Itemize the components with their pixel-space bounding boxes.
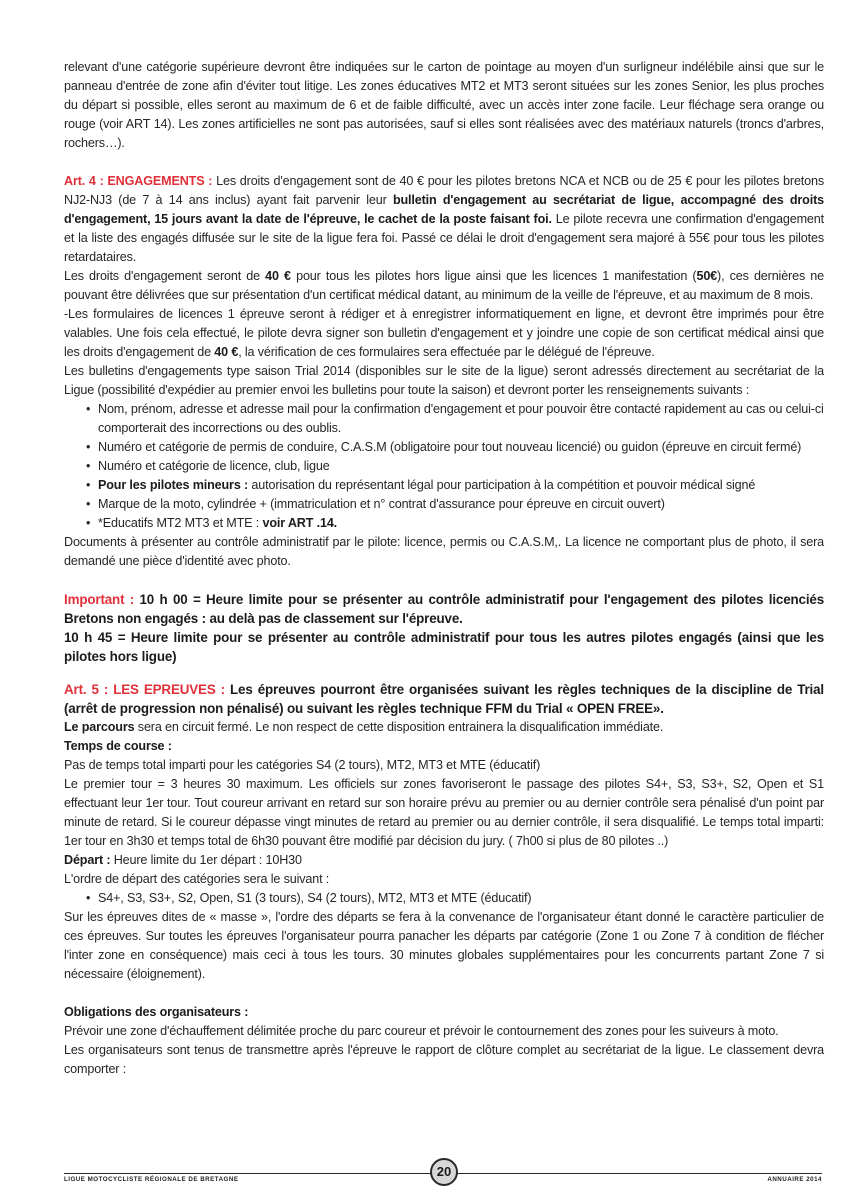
document-page xyxy=(64,58,824,1079)
art5-heading: Art. 5 : LES EPREUVES : xyxy=(64,682,225,697)
footer-league-name: LIGUE MOTOCYCLISTE RÉGIONALE DE BRETAGNE xyxy=(64,1176,239,1183)
art4-paragraph-4: Les bulletins d'engagements type saison Trial 2014 (disponibles sur le site de la ligue) seront adressés directement au secrétariat de la Ligue (possibilité d'expédier au premier envoi les bulletins pour toute la saison) et devront porter les renseignements suivants : xyxy=(64,364,824,397)
masse-paragraph: Sur les épreuves dites de « masse », l'ordre des départs se fera à la convenance de l'organisateur étant donné le caractère particulier de ces épreuves. Sur toutes les épreuves l'organisateur pourra panacher les départs par catégorie (Zone 1 ou Zone 7 à condition de flécher l'inter zone en conséquence) mais ceci à tous les tours. 30 minutes globales supplémentaires pour les concurrents partant Zone 7 si nécessaire (éloignement). xyxy=(64,910,824,981)
paragraph-zones: relevant d'une catégorie supérieure devront être indiquées sur le carton de pointage au moyen d'un surligneur indélébile ainsi que sur le panneau d'entrée de zone afin d'éviter tout litige. Les zones éducatives MT2 et MT3 seront situées sur les zones Senior, les plus proches du départ si possible, elles seront au maximum de 6 et de faible difficulté, avec un accès inter zone facile. Leur fléchage sera orange ou rouge (voir ART 14). Les zones artificielles ne sont pas autorisées, sauf si elles sont réalisées avec des matériaux naturels (troncs d'arbres, rochers…). xyxy=(64,60,824,150)
obligations-heading: Obligations des organisateurs : xyxy=(64,1005,249,1019)
important-notice: Important : 10 h 00 = Heure limite pour se présenter au contrôle administratif pour l'engagement des pilotes licenciés Bretons non engagés : au delà pas de classement sur l'épreuve. xyxy=(64,592,824,626)
art4-paragraph-2: Les droits d'engagement seront de 40 € pour tous les pilotes hors ligue ainsi que les licences 1 manifestation (50€), ces dernières ne pouvant être délivrées que sur présentation d'un certificat médical datant, au minimum de la veille de l'épreuve, et au maximum de 8 mois. xyxy=(64,269,825,302)
ordre-bullet-list xyxy=(64,889,824,908)
list-item: • Pour les pilotes mineurs : autorisation du représentant légal pour participation à la compétition et pouvoir médical signé xyxy=(86,476,824,495)
important-label: Important : xyxy=(64,592,135,607)
temps-de-course-heading: Temps de course : xyxy=(64,739,172,753)
art5-intro: Art. 5 : LES EPREUVES : Les épreuves pourront être organisées suivant les règles techniques de la discipline de Trial (arrêt de progression non pénalisé) ou suivant les règles technique FFM du Trial « OPEN FREE». xyxy=(64,682,824,716)
art5-parcours: Le parcours sera en circuit fermé. Le non respect de cette disposition entrainera la disqualification immédiate. xyxy=(64,720,664,734)
art4-paragraph-5: Documents à présenter au contrôle administratif par le pilote: licence, permis ou C.A.S.M,. La licence ne comportant plus de photo, il sera demandé une pièce d'identité avec photo. xyxy=(64,535,824,568)
important-notice-2: 10 h 45 = Heure limite pour se présenter au contrôle administratif pour tous les autres pilotes engagés (ainsi que les pilotes hors ligue) xyxy=(64,630,824,664)
art4-bullet-list xyxy=(64,400,824,533)
temps-paragraph-1: Pas de temps total imparti pour les catégories S4 (2 tours), MT2, MT3 et MTE (éducatif) xyxy=(64,758,541,772)
art4-heading: Art. 4 : ENGAGEMENTS : xyxy=(64,174,213,188)
temps-paragraph-2: Le premier tour = 3 heures 30 maximum. Les officiels sur zones favoriseront le passage des pilotes S4+, S3, S3+, S2, Open et S1 effectuant leur 1er tour. Tout coureur arrivant en retard sur son horaire prévu au premier ou au dernier contrôle sera pénalisé d'un point par minute de retard. Si le coureur dépasse vingt minutes de retard au premier ou au dernier contrôle, il sera disqualifié. Le temps total imparti: 1er tour en 3h30 et temps total de 6h30 pouvant être modifié par décision du jury. ( 7h00 si plus de 80 pilotes ..) xyxy=(64,777,824,848)
footer-annual: ANNUAIRE 2014 xyxy=(767,1176,822,1183)
list-item: • Numéro et catégorie de permis de conduire, C.A.S.M (obligatoire pour tout nouveau licencié) ou guidon (épreuve en circuit fermé) xyxy=(86,438,824,457)
list-item: • S4+, S3, S3+, S2, Open, S1 (3 tours), S4 (2 tours), MT2, MT3 et MTE (éducatif) xyxy=(86,889,824,908)
ordre-depart: L'ordre de départ des catégories sera le suivant : xyxy=(64,872,330,886)
obligations-paragraph-1: Prévoir une zone d'échauffement délimitée proche du parc coureur et prévoir le contournement des zones pour les suiveurs à moto. xyxy=(64,1024,779,1038)
obligations-paragraph-2: Les organisateurs sont tenus de transmettre après l'épreuve le rapport de clôture complet au secrétariat de la ligue. Le classement devra comporter : xyxy=(64,1043,824,1076)
list-item: • *Educatifs MT2 MT3 et MTE : voir ART .14. xyxy=(86,514,824,533)
art4-paragraph-1: Art. 4 : ENGAGEMENTS : Les droits d'engagement sont de 40 € pour les pilotes bretons NCA et NCB ou de 25 € pour les pilotes bretons NJ2-NJ3 (de 7 à 14 ans inclus) ayant fait parvenir leur bulletin d'engagement au secrétariat de ligue, accompagné des droits d'engagement, 15 jours avant la date de l'épreuve, le cachet de la poste faisant foi. Le pilote recevra une confirmation d'engagement et la liste des engagés diffusée sur le site de la ligue fera foi. Passé ce délai le droit d'engagement sera majoré à 55€ pour tous les pilotes retardataires. xyxy=(64,174,824,264)
list-item: • Numéro et catégorie de licence, club, ligue xyxy=(86,457,824,476)
page-number: 20 xyxy=(430,1158,458,1186)
page-footer xyxy=(64,1162,822,1186)
depart-line: Départ : Heure limite du 1er départ : 10H30 xyxy=(64,853,302,867)
list-item: • Nom, prénom, adresse et adresse mail pour la confirmation d'engagement et pour pouvoir être contacté rapidement au cas ou celui-ci comporterait des incorrections ou des oublis. xyxy=(86,400,824,438)
list-item: • Marque de la moto, cylindrée + (immatriculation et n° contrat d'assurance pour épreuve en circuit ouvert) xyxy=(86,495,824,514)
art4-paragraph-3: -Les formulaires de licences 1 épreuve seront à rédiger et à enregistrer informatiquement en ligne, et devront être imprimés pour être valables. Une fois cela effectué, le pilote devra signer son bulletin d'engagement et y joindre une copie de son certificat médical ainsi que les droits d'engagement de 40 €, la vérification de ces formulaires sera effectuée par le délégué de l'épreuve. xyxy=(64,307,824,359)
